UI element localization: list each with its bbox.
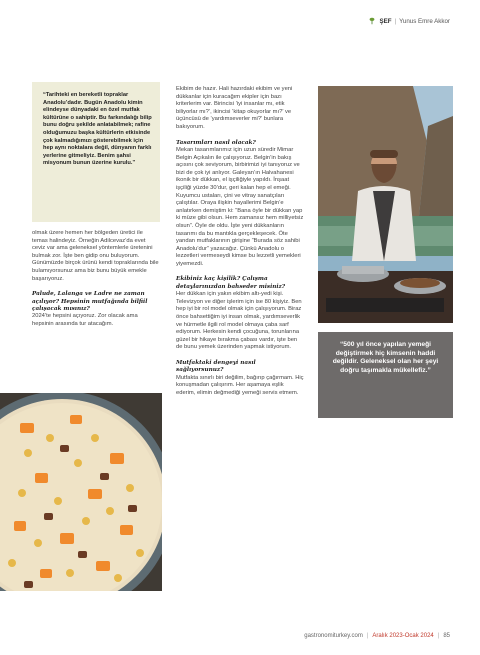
page-number: 85	[443, 633, 450, 639]
body-paragraph: Mekan tasarımlarımız için uzun süredir Mimar Belgin Açıkalın ile çalışıyoruz. Belgin’in bakış açısını çok seviyorum, birbirimizi iyi tanıyoruz ve bizi de çok iyi anlıyor. Galeyan’ın Halvahanesi ikonik bir dükkan, el işçiliğiyle yapıldı. İnşaat işçiliği yüzde 30’dur, geri kalan hep el emeği. Kuyumcu ustaları, çini ve vitray sanatçıları çalıştılar. Oraya ilişkin hayallerimi Belgin’e anlatırken demiştim ki: “Bana öyle bir dükkan yap ki müze gibi olsun. Hem zamansız hem milliyetsiz olsun”. Öyle de oldu. İşte yeni dükkanların tasarımı da bu mantıkla gerçekleşecek. Öte yandan mutfaklarının girişine “Burada söz sahibi Anadolu’dur” yazacağız. Çünkü Anadolu o lezzetleri vermeseydi kimse bu lezzetli yemekleri yiyemezdi.	[176, 146, 304, 267]
body-paragraph: 2024’te hepsini açıyoruz. Zor olacak ama hepsinin arasında tur atacağım.	[32, 313, 138, 327]
body-paragraph: Ekibim de hazır. Hali hazırdaki ekibim ve yeni dükkanlar için kuracağım ekipler için bazı kriterlerim var. Birincisi ‘iyi insanlar mı, etik biliyorlar mı?’, ikincisi ‘kitap okuyorlar mı?’ ve üçüncüsü de ‘yardımseverler mi?’ bunlara bakıyorum.	[176, 86, 293, 130]
column-2	[176, 86, 304, 398]
body-paragraph: olmak üzere hemen her bölgeden üretici ile temas halindeyiz. Örneğin Adilcevaz’da evet ceviz var ama geleneksel yöntemlerle üretenini bulmak zor. İşte ben gidip onu buluyorum. Günümüzde birçok ürünü kendi topraklarında bile bulamıyorsunuz ama biz bunu büyük emekle başarıyoruz.	[32, 230, 159, 282]
pull-quote-1: “Tarihteki en bereketli topraklar Anadolu’dadır. Bugün Anadolu kimin elindeyse dünyadaki en özel mutfak kültürüne o sahiptir. Bu farkındalığı bilip bunu doğru şekilde anlatabilmek; rafine olduğumuzu başka kültürlerin etkisinde çok kalmadığımızı gösterebilmek için hep aynı noktalara değil, dünyanın farklı yerlerine gitmeliyiz. Benim şahsi misyonum bunun üzerine kurulu.”	[32, 82, 160, 222]
site-url: gastronomiturkey.com	[304, 633, 363, 639]
body-paragraph: Mutfakta sınırlı biri değilim, bağırıp çağırmam. Hiç konuşmadan çalışırım. Her aşamaya eşlik ederim, elimin değmediği yemeği servis etmem.	[176, 374, 304, 397]
interview-question: Ekibiniz kaç kişilik? Çalışma detaylarınızdan bahseder misiniz?	[176, 276, 286, 290]
leaf-icon	[368, 17, 376, 25]
section-label: ŞEF	[379, 17, 392, 25]
interview-question: Palude, Lalanga ve Ladre ne zaman açılıyor? Hepsinin mutfağında bilfiil çalışacak mısınız?	[32, 291, 148, 312]
pilaf-photo	[0, 393, 162, 591]
pull-quote-2: “500 yıl önce yapılan yemeği değiştirmek hiç kimsenin haddi değildir. Geleneksel olan her şeyi doğru taşımakla mükellefiz.”	[318, 332, 453, 418]
interview-question: Tasarımları nasıl olacak?	[176, 139, 256, 146]
pilaf-illustration	[0, 393, 162, 591]
body-paragraph: Her dükkan için yakın ekibim altı-yedi kişi. Televizyon ve diğer işlerim için ise 80 kişiyiz. Ben hep iyi bir rol model olmak için çalışıyorum. Biraz önce bahsettiğim iyi insan olmak, yardımseverlik ve hürmetle ilgili rol model olmaya çaba sarf ediyorum. Herkesin kendi çocuğuna, torunlarına güzel bir hikaye bırakma çabası vardır, işte ben de bunu yemek üzerinden yapmak istiyorum.	[176, 291, 302, 351]
header-separator: |	[394, 17, 397, 25]
footer-separator: |	[437, 633, 440, 639]
author-name: Yunus Emre Akkor	[399, 17, 450, 25]
interview-question: Mutfaktaki dengeyi nasıl sağlıyorsunuz?	[176, 360, 256, 374]
chef-photo	[318, 86, 453, 323]
column-1	[32, 230, 160, 329]
issue-date: Aralık 2023-Ocak 2024	[372, 633, 434, 639]
chef-illustration	[318, 86, 453, 323]
page-header	[368, 17, 450, 25]
page-footer	[304, 633, 450, 639]
footer-separator: |	[366, 633, 369, 639]
